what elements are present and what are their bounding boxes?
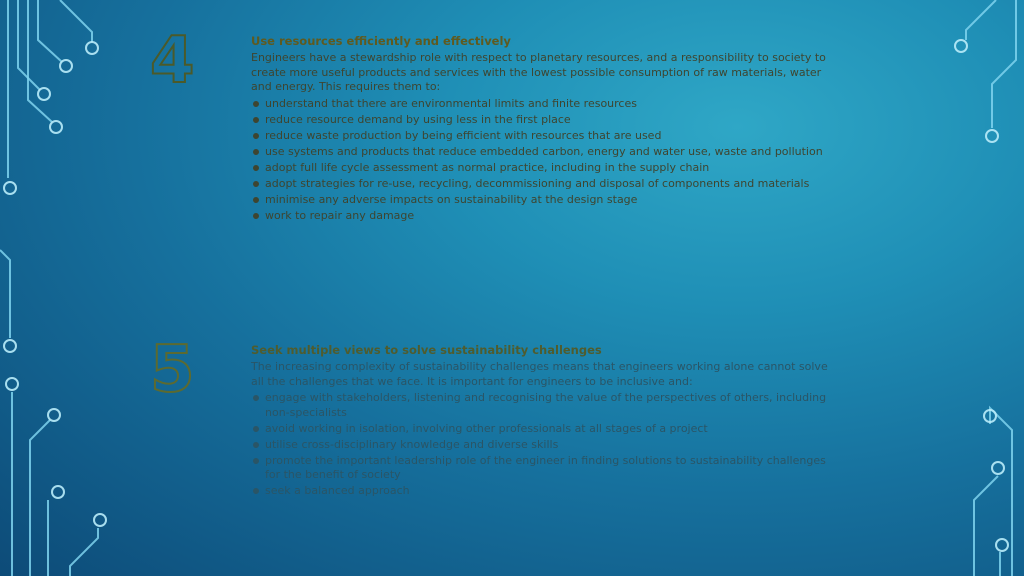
list-item: utilise cross-disciplinary knowledge and diverse skills	[251, 438, 831, 453]
list-item: reduce waste production by being efficient with resources that are used	[251, 129, 831, 144]
principle-number: 5	[150, 333, 195, 407]
bullet-icon	[253, 117, 259, 123]
principle-content	[251, 342, 831, 500]
list-item: seek a balanced approach	[251, 484, 831, 499]
list-item: use systems and products that reduce embedded carbon, energy and water use, waste and pollution	[251, 145, 831, 160]
bullet-icon	[253, 488, 259, 494]
principle-heading: Use resources efficiently and effectively	[251, 34, 511, 48]
circuit-decoration-left	[0, 0, 130, 576]
principle-number: 4	[150, 24, 195, 98]
list-item: adopt full life cycle assessment as normal practice, including in the supply chain	[251, 161, 831, 176]
principle-content	[251, 33, 831, 225]
list-item: reduce resource demand by using less in the first place	[251, 113, 831, 128]
list-item: adopt strategies for re-use, recycling, decommissioning and disposal of components and materials	[251, 177, 831, 192]
bullet-icon	[253, 395, 259, 401]
list-item: understand that there are environmental limits and finite resources	[251, 97, 831, 112]
bullet-icon	[253, 213, 259, 219]
list-item: promote the important leadership role of the engineer in finding solutions to sustainability challenges for the benefit of society	[251, 454, 831, 483]
bullet-icon	[253, 458, 259, 464]
bullet-icon	[253, 181, 259, 187]
list-item: minimise any adverse impacts on sustainability at the design stage	[251, 193, 831, 208]
principle-heading: Seek multiple views to solve sustainability challenges	[251, 343, 602, 357]
bullet-icon	[253, 133, 259, 139]
principle-intro: Engineers have a stewardship role with respect to planetary resources, and a responsibility to society to create more useful products and services with the lowest possible consumption of raw materials, water and energy. This requires them to:	[251, 51, 826, 93]
list-item: work to repair any damage	[251, 209, 831, 224]
bullet-icon	[253, 442, 259, 448]
bullet-icon	[253, 101, 259, 107]
bullet-icon	[253, 197, 259, 203]
principle-list	[251, 97, 831, 224]
bullet-icon	[253, 165, 259, 171]
bullet-icon	[253, 426, 259, 432]
circuit-decoration-right	[894, 0, 1024, 576]
list-item: avoid working in isolation, involving other professionals at all stages of a project	[251, 422, 831, 437]
list-item: engage with stakeholders, listening and recognising the value of the perspectives of others, including non-specialists	[251, 391, 831, 420]
principle-intro: The increasing complexity of sustainability challenges means that engineers working alone cannot solve all the challenges that we face. It is important for engineers to be inclusive and:	[251, 360, 828, 388]
bullet-icon	[253, 149, 259, 155]
principle-list	[251, 391, 831, 499]
